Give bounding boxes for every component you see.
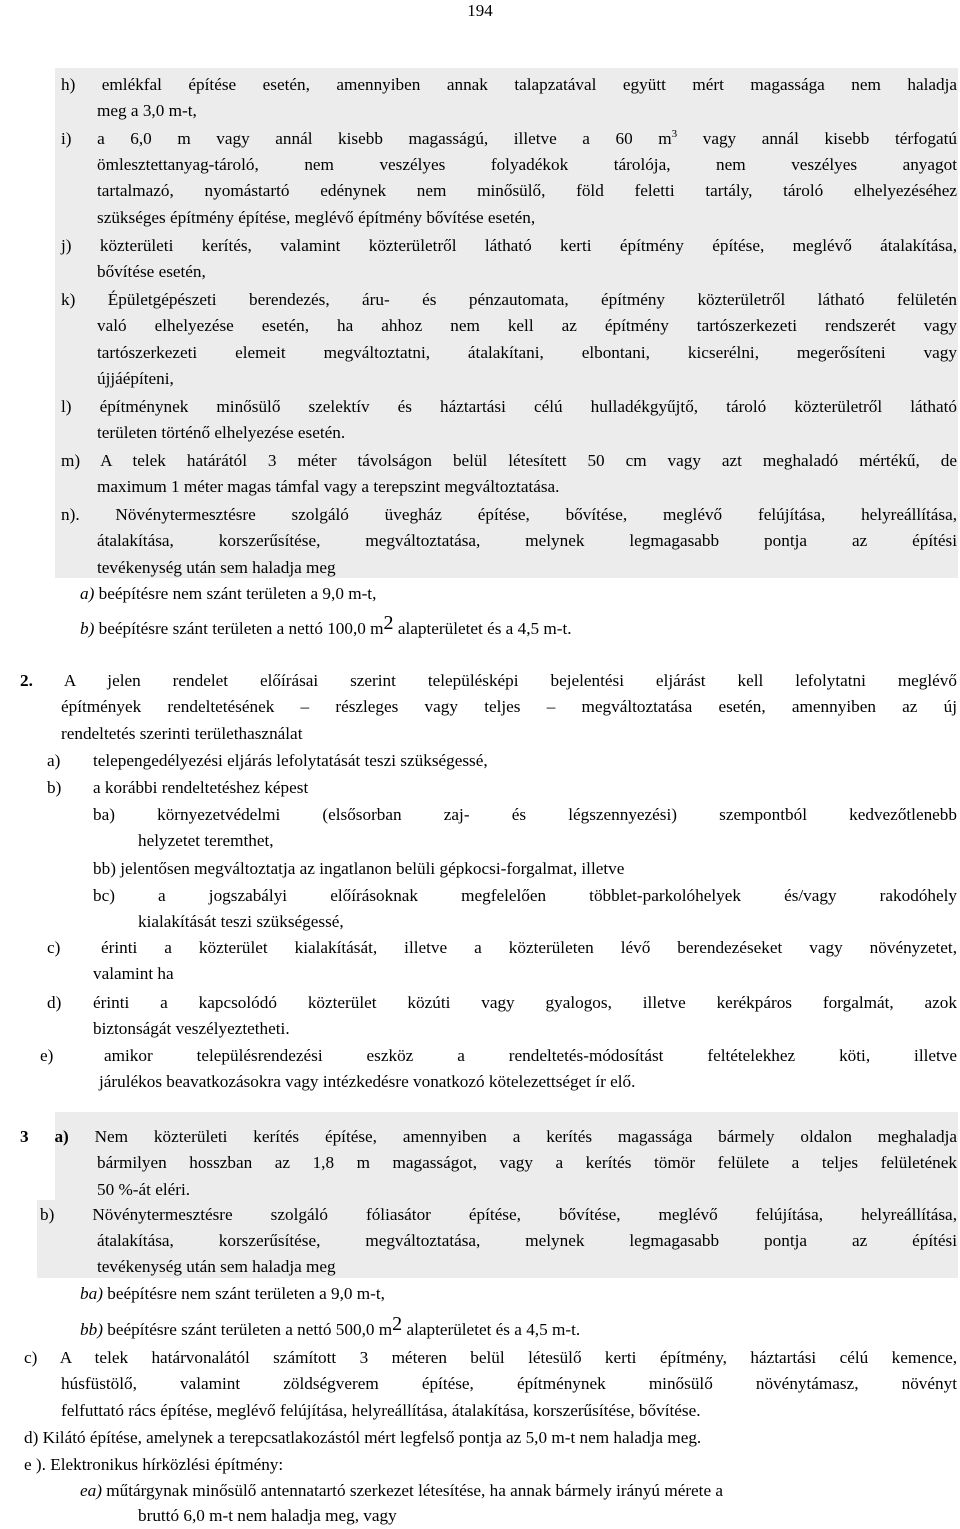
section-3d: d) Kilátó építése, amelynek a terepcsatlakozástól mért legfelső pontja az 5,0 m-t nem haladja meg. bbox=[24, 1428, 702, 1447]
section-2-e-label: e) bbox=[40, 1046, 54, 1065]
section-2-c-label: c) bbox=[47, 938, 61, 957]
section-2-e-text: amikor településrendezési eszköz a rendeltetés-módosítást feltételekhez köti, illetve bbox=[104, 1046, 957, 1065]
section-2-ba-line2: helyzetet teremthet, bbox=[138, 831, 274, 850]
item-l-line1: l) építménynek minősülő szelektív és háztartási célú hulladékgyűjtő, tároló közterületről látható bbox=[61, 397, 957, 416]
section-2-bc-line1: bc) a jogszabályi előírásoknak megfelelően többlet-parkolóhelyek és/vagy rakodóhely bbox=[93, 886, 957, 905]
section-2-c-cont: valamint ha bbox=[93, 964, 174, 983]
item-k-line3: tartószerkezeti elemeit megváltoztatni, átalakítani, elbontani, kicserélni, megerősíteni vagy bbox=[97, 343, 957, 362]
section-2-d-text: érinti a kapcsolódó közterület közúti vagy gyalogos, illetve kerékpáros forgalmát, azok bbox=[93, 993, 957, 1012]
section-3b-bb: bb) beépítésre szánt területen a nettó 500,0 m2 alapterületet és a 4,5 m-t. bbox=[80, 1313, 581, 1339]
section-2-a-label: a) bbox=[47, 751, 61, 770]
item-i-line2: ömlesztettanyag-tároló, nem veszélyes folyadékok tárolója, nem veszélyes anyagot bbox=[97, 155, 957, 174]
item-j-line2: bővítése esetén, bbox=[97, 262, 206, 281]
item-i-line3: tartalmazó, nyomástartó edénynek nem minősülő, föld feletti tartály, tároló elhelyezéséhez bbox=[97, 181, 957, 200]
section-3c-line1: c) A telek határvonalától számított 3 méteren belül létesülő kerti építmény, háztartási célú kemence, bbox=[24, 1348, 957, 1367]
section-3a-line3: 50 %-át eléri. bbox=[97, 1180, 191, 1199]
item-h-line2: meg a 3,0 m-t, bbox=[97, 101, 197, 120]
section-3a-line1: 3 a) Nem közterületi kerítés építése, amennyiben a kerítés magassága bármely oldalon meghaladja bbox=[20, 1127, 957, 1146]
item-l-line2: területen történő elhelyezése esetén. bbox=[97, 423, 346, 442]
section-3c-line2: húsfüstölő, valamint zöldségverem építése, építménynek minősülő növénytámasz, növényt bbox=[61, 1374, 957, 1393]
section-2-line1: 2. A jelen rendelet előírásai szerint településképi bejelentési eljárást kell lefolytatni meglévő bbox=[20, 671, 957, 690]
section-2-ba-line1: ba) környezetvédelmi (elsősorban zaj- és légszennyezési) szempontból kedvezőtlenebb bbox=[93, 805, 957, 824]
item-n-a: a) beépítésre nem szánt területen a 9,0 m-t, bbox=[80, 584, 377, 603]
item-i-line1: i) a 6,0 m vagy annál kisebb magasságú, illetve a 60 $m^3$ vagy annál kisebb térfogatú bbox=[61, 128, 957, 148]
item-m-line2: maximum 1 méter magas támfal vagy a terepszint megváltoztatása. bbox=[97, 477, 560, 496]
item-k-line1: k) Épületgépészeti berendezés, áru- és pénzautomata, építmény közterületről látható felületén bbox=[61, 290, 957, 309]
section-2-d-cont: biztonságát veszélyeztetheti. bbox=[93, 1019, 290, 1038]
section-2-bb: bb) jelentősen megváltoztatja az ingatlanon belüli gépkocsi-forgalmat, illetve bbox=[93, 859, 625, 878]
section-3b-line2: átalakítása, korszerűsítése, megváltoztatása, melynek legmagasabb pontja az építési bbox=[97, 1231, 957, 1250]
section-3b-line3: tevékenység után sem haladja meg bbox=[97, 1257, 336, 1276]
section-2-bc-line2: kialakítását teszi szükségessé, bbox=[138, 912, 344, 931]
section-2-b-label: b) bbox=[47, 778, 62, 797]
section-3b-ba: ba) beépítésre nem szánt területen a 9,0 m-t, bbox=[80, 1284, 385, 1303]
item-k-line2: való elhelyezése esetén, ha ahhoz nem kell az építmény tartószerkezeti rendszerét vagy bbox=[97, 316, 957, 335]
section-3b-line1: b) Növénytermesztésre szolgáló fóliasátor építése, bővítése, meglévő felújítása, helyreállítása, bbox=[40, 1205, 957, 1224]
section-3e-ea-cont: bruttó 6,0 m-t nem haladja meg, vagy bbox=[138, 1506, 397, 1525]
section-2-d-label: d) bbox=[47, 993, 62, 1012]
section-2-line3: rendeltetés szerinti területhasználat bbox=[61, 724, 303, 743]
item-n-b: b) beépítésre szánt területen a nettó 100,0 m2 alapterületet és a 4,5 m-t. bbox=[80, 612, 572, 638]
section-3e-ea: ea) műtárgynak minősülő antennatartó szerkezet létesítése, ha annak bármely irányú mérete a bbox=[80, 1481, 724, 1500]
item-m-line1: m) A telek határától 3 méter távolságon belül létesített 50 cm vagy azt meghaladó mértékű, de bbox=[61, 451, 957, 470]
section-3e: e ). Elektronikus hírközlési építmény: bbox=[24, 1455, 284, 1474]
section-2-b-text: a korábbi rendeltetéshez képest bbox=[93, 778, 309, 797]
section-2-c-text: érinti a közterület kialakítását, illetve a közterületen lévő berendezéseket vagy növényzetet, bbox=[101, 938, 957, 957]
item-n-line2: átalakítása, korszerűsítése, megváltoztatása, melynek legmagasabb pontja az építési bbox=[97, 531, 957, 550]
section-2-e-cont: járulékos beavatkozásokra vagy intézkedésre vonatkozó kötelezettséget ír elő. bbox=[99, 1072, 636, 1091]
section-2-line2: építmények rendeltetésének – részleges vagy teljes – megváltoztatása esetén, amennyiben az új bbox=[61, 697, 957, 716]
section-3a-line2: bármilyen hosszban az 1,8 m magasságot, vagy a kerítés tömör felülete a teljes felületének bbox=[97, 1153, 957, 1172]
item-j-line1: j) közterületi kerítés, valamint közterületről látható kerti építmény építése, meglévő átalakítása, bbox=[61, 236, 957, 255]
section-3c-line3: felfuttató rács építése, meglévő felújítása, helyreállítása, átalakítása, korszerűsítése, bővítése. bbox=[61, 1401, 701, 1420]
item-h-line1: h) emlékfal építése esetén, amennyiben annak talapzatával együtt mért magassága nem haladja bbox=[61, 75, 957, 94]
section-2-a-text: telepengedélyezési eljárás lefolytatását teszi szükségessé, bbox=[93, 751, 488, 770]
item-i-line4: szükséges építmény építése, meglévő építmény bővítése esetén, bbox=[97, 208, 536, 227]
item-n-line1: n). Növénytermesztésre szolgáló üvegház építése, bővítése, meglévő felújítása, helyreállítása, bbox=[61, 505, 957, 524]
item-n-line3: tevékenység után sem haladja meg bbox=[97, 558, 336, 577]
item-k-line4: újjáépíteni, bbox=[97, 369, 174, 388]
page-number: 194 bbox=[467, 1, 493, 20]
